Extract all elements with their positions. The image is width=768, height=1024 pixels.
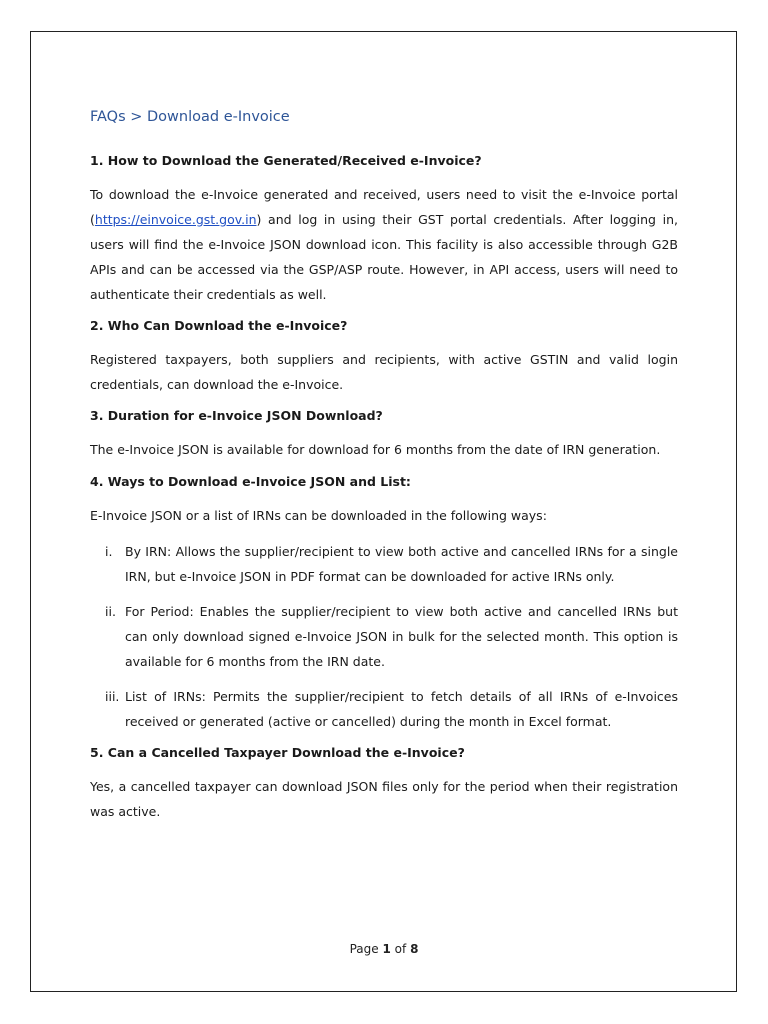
list-item-number: i. bbox=[105, 544, 113, 559]
of-label: of bbox=[394, 942, 407, 956]
question-1-title: 1. How to Download the Generated/Received e-Invoice? bbox=[90, 153, 482, 168]
page-label: Page bbox=[349, 942, 379, 956]
current-page-number: 1 bbox=[382, 942, 391, 956]
list-item bbox=[90, 539, 678, 589]
question-3-title: 3. Duration for e-Invoice JSON Download? bbox=[90, 408, 383, 423]
answer-2: Registered taxpayers, both suppliers and recipients, with active GSTIN and valid login credentials, can download the e-Invoice. bbox=[90, 352, 678, 392]
question-5-title: 5. Can a Cancelled Taxpayer Download the e-Invoice? bbox=[90, 745, 465, 760]
list-item-text: By IRN: Allows the supplier/recipient to view both active and cancelled IRNs for a single IRN, but e-Invoice JSON in PDF format can be downloaded for active IRNs only. bbox=[125, 544, 678, 584]
answer-1 bbox=[90, 182, 678, 307]
list-item bbox=[90, 599, 678, 674]
list-item-number: iii. bbox=[105, 689, 120, 704]
list-item-text: List of IRNs: Permits the supplier/recipient to fetch details of all IRNs of e-Invoices received or generated (active or cancelled) during the month in Excel format. bbox=[125, 689, 678, 729]
question-2-title: 2. Who Can Download the e-Invoice? bbox=[90, 318, 348, 333]
answer-1-text-before: To download the e-Invoice generated and received, users need to visit the e-Invoice portal ( bbox=[90, 187, 678, 227]
answer-3: The e-Invoice JSON is available for download for 6 months from the date of IRN generation. bbox=[90, 442, 661, 457]
list-item bbox=[90, 684, 678, 734]
einvoice-portal-link[interactable]: https://einvoice.gst.gov.in bbox=[94, 212, 257, 227]
answer-5: Yes, a cancelled taxpayer can download JSON files only for the period when their registration was active. bbox=[90, 779, 678, 819]
total-pages-number: 8 bbox=[410, 942, 419, 956]
page-footer bbox=[0, 942, 768, 956]
document-body bbox=[90, 106, 678, 834]
download-ways-list bbox=[90, 539, 678, 734]
list-item-number: ii. bbox=[105, 604, 116, 619]
list-item-text: For Period: Enables the supplier/recipient to view both active and cancelled IRNs but can only download signed e-Invoice JSON in bulk for the selected month. This option is available for 6 months from the IRN date. bbox=[125, 604, 678, 669]
answer-1-text-after: ) and log in using their GST portal credentials. After logging in, users will find the e-Invoice JSON download icon. This facility is also accessible through G2B APIs and can be accessed via the GSP/ASP route. However, in API access, users will need to authenticate their credentials as well. bbox=[90, 212, 678, 302]
breadcrumb: FAQs > Download e-Invoice bbox=[90, 109, 290, 125]
answer-4-intro: E-Invoice JSON or a list of IRNs can be downloaded in the following ways: bbox=[90, 508, 547, 523]
question-4-title: 4. Ways to Download e-Invoice JSON and List: bbox=[90, 474, 411, 489]
